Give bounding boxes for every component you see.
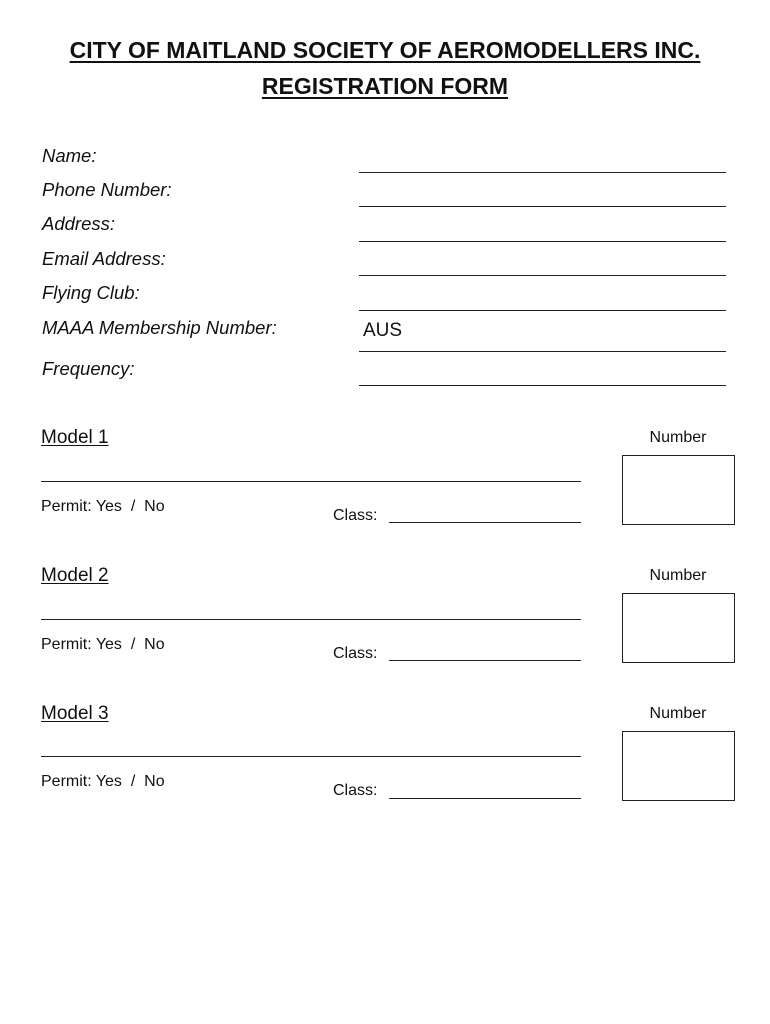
model-2-class-field[interactable] xyxy=(389,660,581,661)
model-2-number-label: Number xyxy=(649,567,707,584)
phone-number-label: Phone Number: xyxy=(42,179,172,200)
name-label: Name: xyxy=(42,145,97,166)
flying-club-field[interactable] xyxy=(359,310,726,311)
email-address-label: Email Address: xyxy=(42,248,166,269)
model-2-number-box[interactable] xyxy=(622,593,735,663)
email-address-field[interactable] xyxy=(359,275,726,276)
model-3-class-label: Class: xyxy=(333,782,378,799)
flying-club-label: Flying Club: xyxy=(42,282,140,303)
model-3-number-label: Number xyxy=(649,705,707,722)
frequency-label: Frequency: xyxy=(42,358,135,379)
address-label: Address: xyxy=(42,213,116,234)
model-3-class-field[interactable] xyxy=(389,798,581,799)
model-1-description-field[interactable] xyxy=(41,481,581,482)
form-title-line1: CITY OF MAITLAND SOCIETY OF AEROMODELLERS INC. xyxy=(69,37,701,63)
name-field[interactable] xyxy=(359,172,726,173)
model-2-class-label: Class: xyxy=(333,645,378,662)
model-1-class-label: Class: xyxy=(333,507,378,524)
phone-number-field[interactable] xyxy=(359,206,726,207)
model-1-number-box[interactable] xyxy=(622,455,735,525)
model-1-number-label: Number xyxy=(649,429,707,446)
model-1-title: Model 1 xyxy=(41,427,109,448)
model-2-title: Model 2 xyxy=(41,565,109,586)
maaa-membership-number-field[interactable] xyxy=(359,351,726,352)
model-2-description-field[interactable] xyxy=(41,619,581,620)
model-2-permit-label[interactable]: Permit: Yes / No xyxy=(41,636,165,653)
model-3-title: Model 3 xyxy=(41,703,109,724)
model-3-description-field[interactable] xyxy=(41,756,581,757)
maaa-membership-number-value: AUS xyxy=(363,320,403,341)
model-1-class-field[interactable] xyxy=(389,522,581,523)
address-field[interactable] xyxy=(359,241,726,242)
model-1-permit-label[interactable]: Permit: Yes / No xyxy=(41,498,165,515)
frequency-field[interactable] xyxy=(359,385,726,386)
model-3-number-box[interactable] xyxy=(622,731,735,801)
maaa-membership-number-label: MAAA Membership Number: xyxy=(42,317,277,338)
form-title-line2: REGISTRATION FORM xyxy=(261,73,509,99)
model-3-permit-label[interactable]: Permit: Yes / No xyxy=(41,773,165,790)
